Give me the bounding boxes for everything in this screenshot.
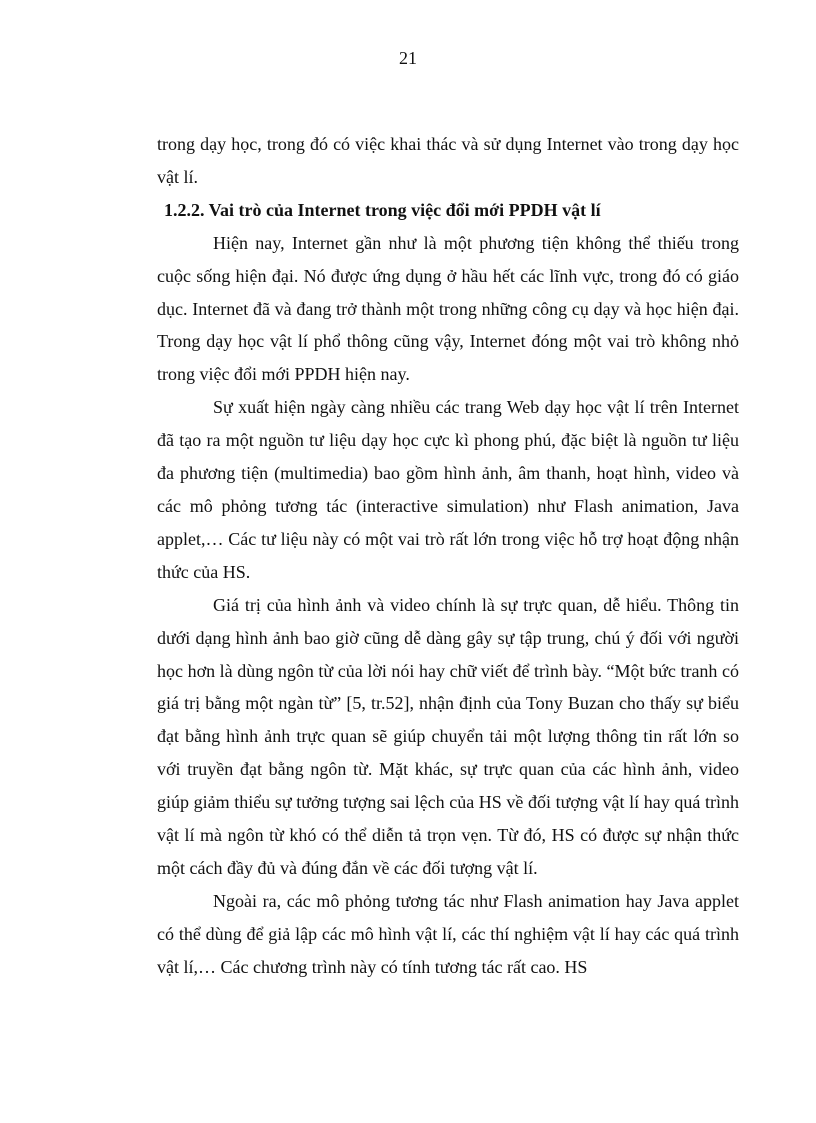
section-heading: 1.2.2. Vai trò của Internet trong việc đổi mới PPDH vật lí (164, 199, 601, 220)
document-body (157, 128, 739, 984)
paragraph-simulations: Ngoài ra, các mô phỏng tương tác như Flash animation hay Java applet có thể dùng để giả lập các mô hình vật lí, các thí nghiệm vật lí hay các quá trình vật lí,… Các chương trình này có tính tương tác rất cao. HS (157, 890, 739, 977)
paragraph-internet-role: Hiện nay, Internet gần như là một phương tiện không thể thiếu trong cuộc sống hiện đại. Nó được ứng dụng ở hầu hết các lĩnh vực, trong đó có giáo dục. Internet đã và đang trở thành một trong những công cụ dạy và học hiện đại. Trong dạy học vật lí phổ thông cũng vậy, Internet đóng một vai trò không nhỏ trong việc đổi mới PPDH hiện nay. (157, 232, 739, 385)
intro-paragraph: trong dạy học, trong đó có việc khai thác và sử dụng Internet vào trong dạy học vật lí. (157, 134, 739, 187)
paragraph-images-video: Giá trị của hình ảnh và video chính là sự trực quan, dễ hiểu. Thông tin dưới dạng hình ảnh bao giờ cũng dễ dàng gây sự tập trung, chú ý đối với người học hơn là dùng ngôn từ của lời nói hay chữ viết để trình bày. “Một bức tranh có giá trị bằng một ngàn từ” [5, tr.52], nhận định của Tony Buzan cho thấy sự biểu đạt bằng hình ảnh trực quan sẽ giúp chuyển tải một lượng thông tin rất lớn so với truyền đạt bằng ngôn từ. Mặt khác, sự trực quan của các hình ảnh, video giúp giảm thiểu sự tưởng tượng sai lệch của HS về đối tượng vật lí hay quá trình vật lí mà ngôn từ khó có thể diễn tả trọn vẹn. Từ đó, HS có được sự nhận thức một cách đầy đủ và đúng đắn về các đối tượng vật lí. (157, 594, 739, 878)
paragraph-web-resources: Sự xuất hiện ngày càng nhiều các trang Web dạy học vật lí trên Internet đã tạo ra một nguồn tư liệu dạy học cực kì phong phú, đặc biệt là nguồn tư liệu đa phương tiện (multimedia) bao gồm hình ảnh, âm thanh, hoạt hình, video và các mô phỏng tương tác (interactive simulation) như Flash animation, Java applet,… Các tư liệu này có một vai trò rất lớn trong việc hỗ trợ hoạt động nhận thức của HS. (157, 397, 739, 582)
page-number: 21 (399, 48, 417, 68)
